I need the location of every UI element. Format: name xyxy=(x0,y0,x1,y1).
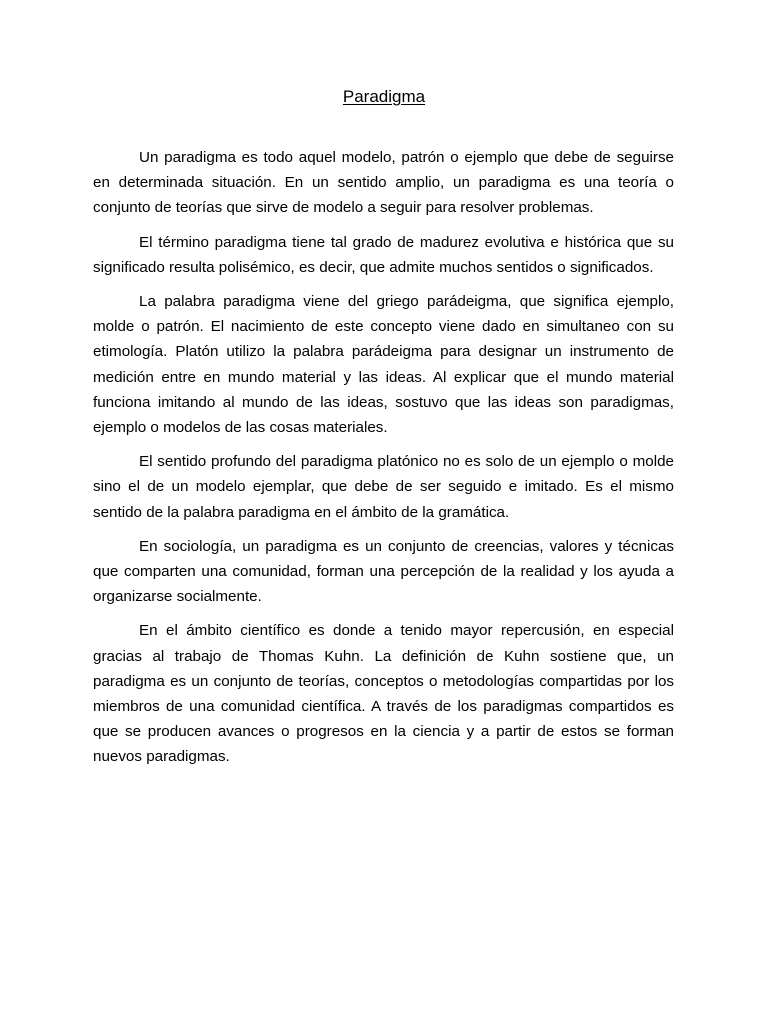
paragraph-5: En sociología, un paradigma es un conjunto de creencias, valores y técnicas que comparten una comunidad, forman una percepción de la realidad y los ayuda a organizarse socialmente. xyxy=(93,537,674,606)
paragraph-3: La palabra paradigma viene del griego parádeigma, que significa ejemplo, molde o patrón. El nacimiento de este concepto viene dado en simultaneo con su etimología. Platón utilizo la palabra parádeigma para designar un instrumento de medición entre en mundo material y las ideas. Al explicar que el mundo material funciona imitando al mundo de las ideas, sostuvo que las ideas son paradigmas, ejemplo o modelos de las cosas materiales. xyxy=(93,293,674,437)
paragraph-1: Un paradigma es todo aquel modelo, patrón o ejemplo que debe de seguirse en determinada situación. En un sentido amplio, un paradigma es una teoría o conjunto de teorías que sirve de modelo a seguir para resolver problemas. xyxy=(93,149,674,217)
paragraph-6: En el ámbito científico es donde a tenido mayor repercusión, en especial gracias al trabajo de Thomas Kuhn. La definición de Kuhn sostiene que, un paradigma es un conjunto de teorías, conceptos o metodologías compartidas por los miembros de una comunidad científica. A través de los paradigmas compartidos es que se producen avances o progresos en la ciencia y a partir de estos se forman nuevos paradigmas. xyxy=(93,622,674,766)
page-title xyxy=(0,86,768,108)
paragraph-4: El sentido profundo del paradigma platónico no es solo de un ejemplo o molde sino el de un modelo ejemplar, que debe de ser seguido e imitado. Es el mismo sentido de la palabra paradigma en el ámbito de la gramática. xyxy=(93,453,674,521)
paragraph-2: El término paradigma tiene tal grado de madurez evolutiva e histórica que su significado resulta polisémico, es decir, que admite muchos sentidos o significados. xyxy=(93,233,674,276)
document-body xyxy=(93,145,674,779)
page-title-text: Paradigma xyxy=(342,87,426,106)
